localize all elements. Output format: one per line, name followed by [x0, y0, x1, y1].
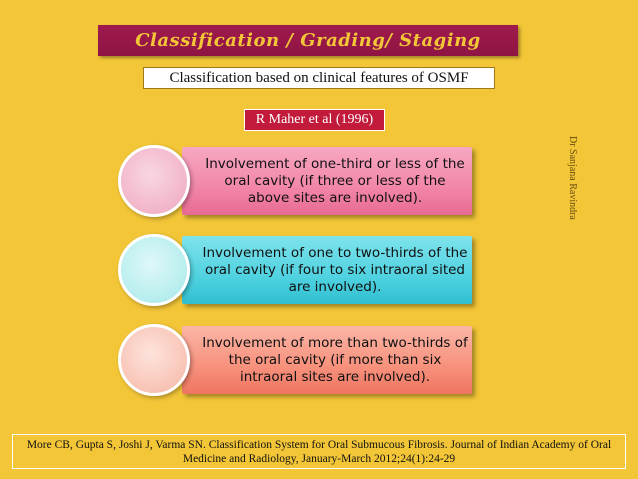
item-text: Involvement of more than two-thirds of the oral cavity (if more than six intraoral sites are involved). [202, 334, 468, 385]
reference-text: More CB, Gupta S, Joshi J, Varma SN. Classification System for Oral Submucous Fibrosis. Journal of Indian Academy of Oral Medicine and Radiology, January-March 2012;24(1):24-29 [26, 438, 612, 465]
side-note: Dr Sanjana Ravindra [567, 136, 578, 220]
author-text: R Maher et al (1996) [255, 112, 374, 127]
classification-item-3 [118, 326, 478, 394]
item-text: Involvement of one-third or less of the oral cavity (if three or less of the above sites are involved). [205, 155, 465, 206]
subtitle-text: Classification based on clinical features of OSMF [169, 69, 469, 86]
reference-citation [12, 434, 626, 469]
classification-item-1 [118, 147, 478, 215]
item-circle [118, 145, 190, 217]
subtitle-box [143, 67, 495, 89]
item-circle [118, 324, 190, 396]
author-badge [244, 109, 385, 131]
slide-title: Classification / Grading/ Staging [135, 30, 481, 51]
classification-item-2 [118, 236, 478, 304]
item-circle [118, 234, 190, 306]
item-text: Involvement of one to two-thirds of the oral cavity (if four to six intraoral sited are involved). [202, 244, 468, 295]
